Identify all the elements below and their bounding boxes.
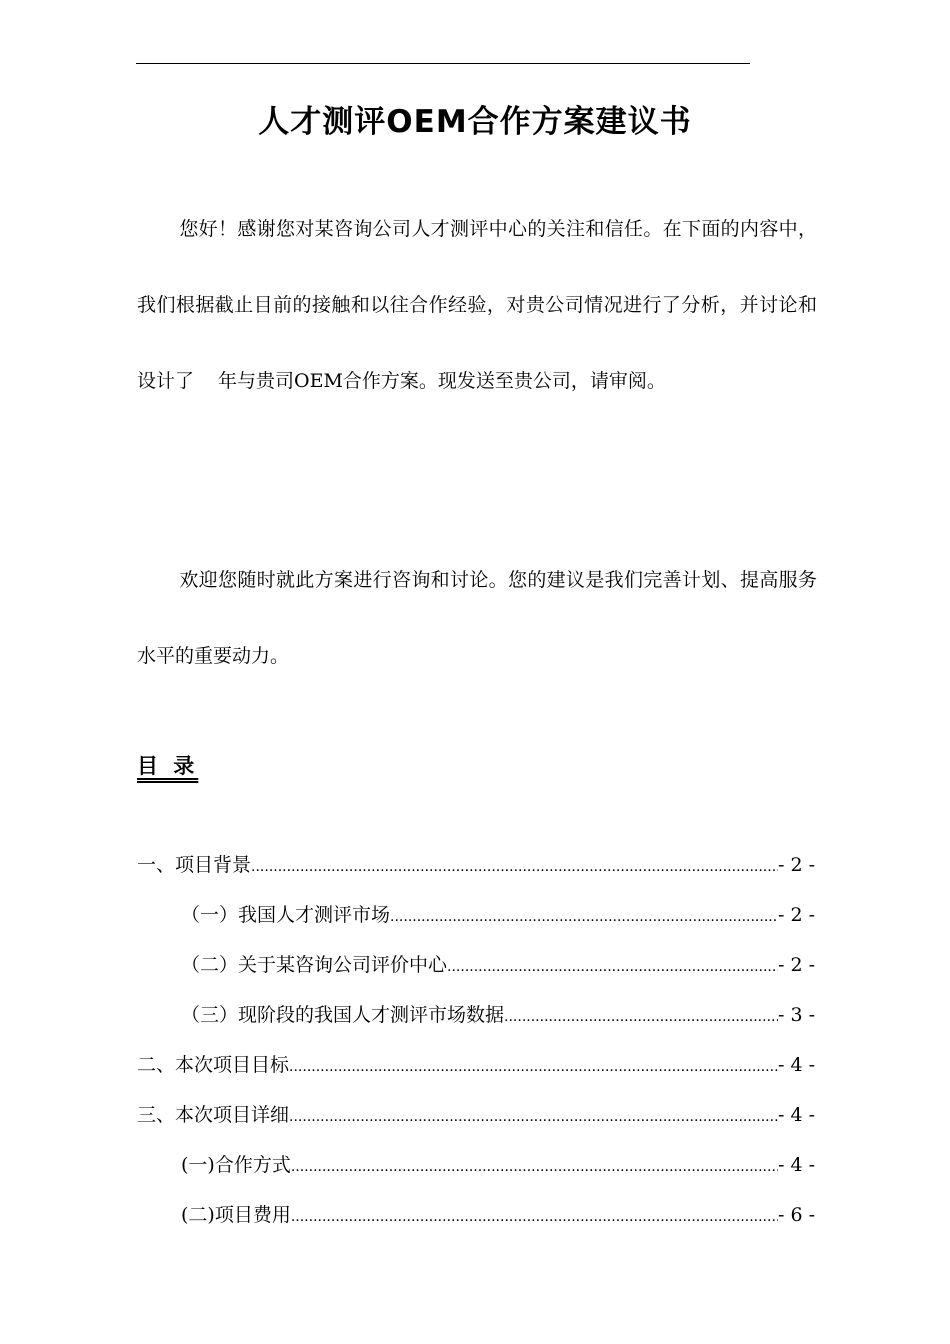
- toc-entry-label: （一）我国人才测评市场: [181, 904, 391, 926]
- toc-entry-page: - 3 -: [777, 1004, 815, 1026]
- toc-entry-page: - 4 -: [777, 1054, 815, 1076]
- toc-leader-dots: [390, 890, 778, 942]
- toc-heading: 目 录: [137, 753, 199, 778]
- toc-leader-dots: [289, 1040, 778, 1092]
- toc-entry-label: (一)合作方式: [181, 1154, 291, 1176]
- toc-leader-dots: [447, 940, 778, 992]
- toc-entry-label: 三、本次项目详细: [137, 1104, 290, 1126]
- toc-entry[interactable]: [137, 1190, 815, 1240]
- toc-entry[interactable]: [137, 1040, 815, 1090]
- toc-entry[interactable]: [137, 990, 815, 1040]
- intro-paragraph: [137, 191, 817, 419]
- toc-entry-label: 二、本次项目目标: [137, 1054, 290, 1076]
- toc-leader-dots: [291, 1190, 778, 1242]
- toc-entry-page: - 4 -: [777, 1104, 815, 1126]
- header-rule: [136, 63, 750, 64]
- toc-entry-label: 一、项目背景: [137, 854, 252, 876]
- intro-text-end: 年与贵司OEM合作方案。现发送至贵公司，请审阅。: [218, 370, 666, 392]
- toc-entry[interactable]: [137, 1140, 815, 1190]
- table-of-contents: [137, 840, 815, 1240]
- toc-leader-dots: [291, 1140, 778, 1192]
- toc-entry-label: (二)项目费用: [181, 1204, 291, 1226]
- toc-entry-page: - 6 -: [777, 1204, 815, 1226]
- document-title: 人才测评OEM合作方案建议书: [258, 104, 692, 140]
- toc-entry-label: （三）现阶段的我国人才测评市场数据: [181, 1004, 505, 1026]
- toc-entry-label: （二）关于某咨询公司评价中心: [181, 954, 448, 976]
- toc-entry[interactable]: [137, 940, 815, 990]
- toc-entry-page: - 2 -: [777, 904, 815, 926]
- toc-leader-dots: [251, 840, 778, 892]
- toc-entry-page: - 2 -: [777, 954, 815, 976]
- intro-text: 您好！感谢您对某咨询公司人才测评中心的关注和信任。在下面的内容中，我们根据截止目前的接触和以往合作经验，对贵公司情况进行了分析，并讨论和设计了: [137, 218, 817, 392]
- toc-entry[interactable]: [137, 890, 815, 940]
- welcome-text: 欢迎您随时就此方案进行咨询和讨论。您的建议是我们完善计划、提高服务水平的重要动力。: [137, 569, 817, 667]
- toc-entry[interactable]: [137, 1090, 815, 1140]
- welcome-paragraph: [137, 542, 817, 694]
- toc-entry-page: - 4 -: [777, 1154, 815, 1176]
- toc-entry[interactable]: [137, 840, 815, 890]
- toc-leader-dots: [504, 990, 778, 1042]
- toc-entry-page: - 2 -: [777, 854, 815, 876]
- toc-leader-dots: [289, 1090, 778, 1142]
